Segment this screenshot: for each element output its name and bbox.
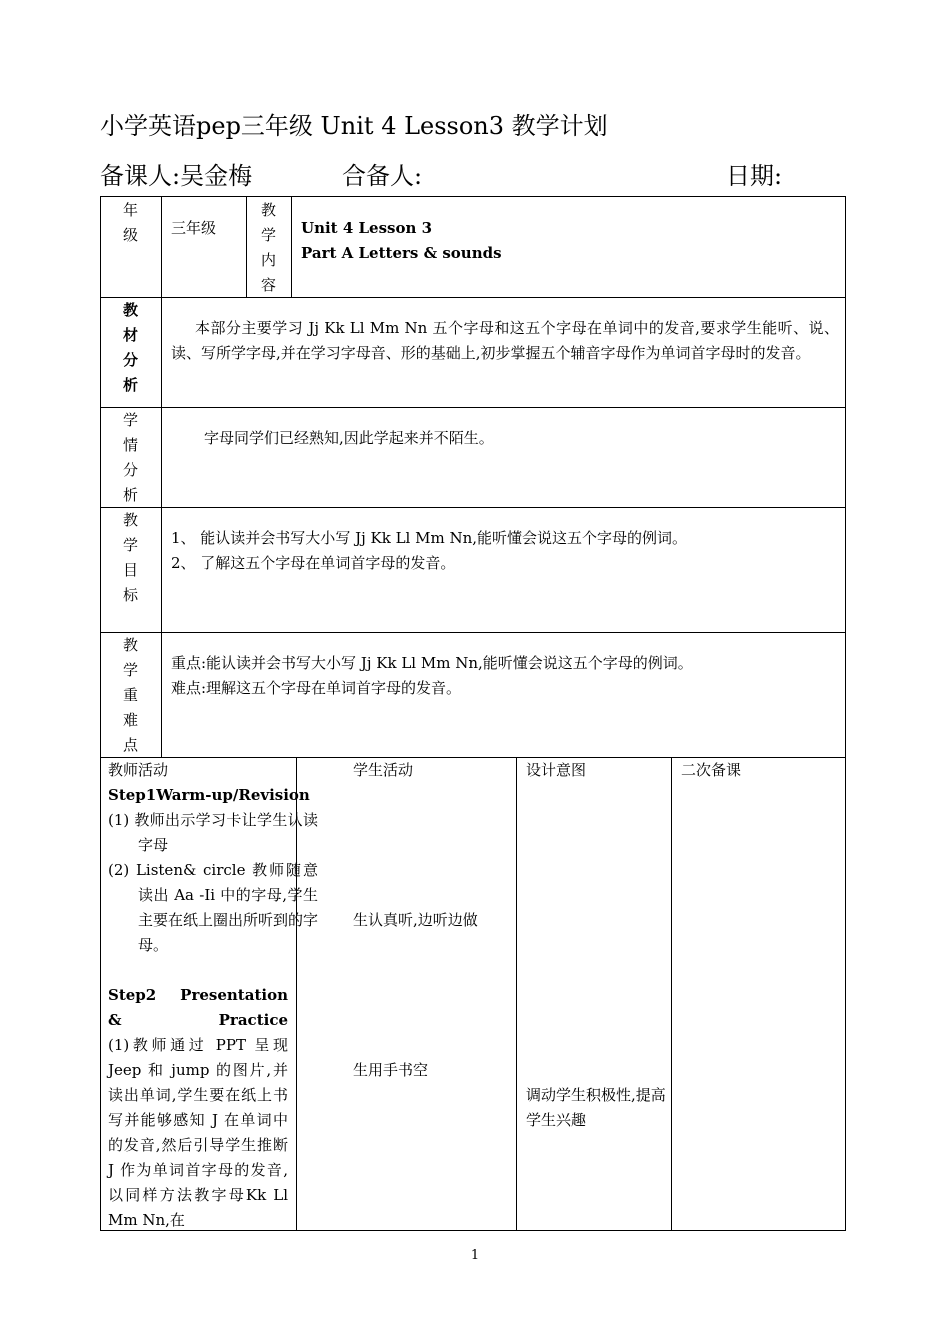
page-number: 1: [470, 1248, 480, 1263]
lesson-plan-table: [100, 196, 846, 1231]
step1-item-1: (1) 教师出示学习卡让学生认读字母: [108, 811, 318, 854]
step1-title: Step1Warm-up/Revision: [108, 786, 310, 804]
content-line-1: Unit 4 Lesson 3: [301, 219, 433, 237]
grade-label: 年 级: [122, 201, 138, 244]
keypoints-label: 教 学 重 难 点: [122, 636, 138, 754]
second-prep-header: 二次备课: [681, 761, 742, 779]
goal-2: 2、 了解这五个字母在单词首字母的发音。: [171, 554, 456, 572]
preparer: 备课人:吴金梅: [100, 162, 253, 190]
co-preparer: 合备人:: [342, 162, 423, 190]
date-label: 日期:: [726, 162, 783, 190]
student-activity-header: 学生活动: [353, 761, 414, 779]
material-label: 教 材 分 析: [122, 301, 138, 394]
students-text: 字母同学们已经熟知,因此学起来并不陌生。: [204, 429, 494, 447]
content-label: 教 学 内 容: [260, 201, 276, 294]
student-activity-2: 生用手书空: [353, 1061, 429, 1079]
step1-item-2: (2) Listen& circle 教师随意读出 Aa -Ii 中的字母,学生主要在纸上圈出所听到的字母。: [108, 861, 319, 954]
goal-1: 1、 能认读并会书写大小写 Jj Kk Ll Mm Nn,能听懂会说这五个字母的例词。: [171, 529, 688, 547]
teacher-activity-header: 教师活动: [108, 761, 169, 779]
student-activity-1: 生认真听,边听边做: [353, 911, 478, 929]
keypoint-2: 难点:理解这五个字母在单词首字母的发音。: [171, 679, 462, 697]
page-title: 小学英语pep三年级 Unit 4 Lesson3 教学计划: [100, 112, 608, 140]
step2-item-1: (1)教师通过 PPT 呈现 Jeep 和 jump 的图片,并读出单词,学生要在纸上书写并能够感知 J 在单词中的发音,然后引导学生推断 J 作为单词首字母的发音,以同样方法教字母Kk Ll Mm Nn,在: [108, 1036, 288, 1229]
design-intent-1: 调动学生积极性,提高学生兴趣: [526, 1086, 666, 1129]
content-line-2: Part A Letters & sounds: [301, 244, 502, 262]
students-label: 学 情 分 析: [122, 411, 138, 504]
grade-value: 三年级: [171, 219, 217, 237]
goals-label: 教 学 目 标: [122, 511, 138, 604]
design-intent-header: 设计意图: [526, 761, 587, 779]
keypoint-1: 重点:能认读并会书写大小写 Jj Kk Ll Mm Nn,能听懂会说这五个字母的例词。: [171, 654, 693, 672]
material-text: 本部分主要学习 Jj Kk Ll Mm Nn 五个字母和这五个字母在单词中的发音,要求学生能听、说、读、写所学字母,并在学习字母音、形的基础上,初步掌握五个辅音字母作为单词首字母时的发音。: [171, 319, 839, 362]
step2-title: Step2 Presentation & Practice: [108, 986, 288, 1029]
